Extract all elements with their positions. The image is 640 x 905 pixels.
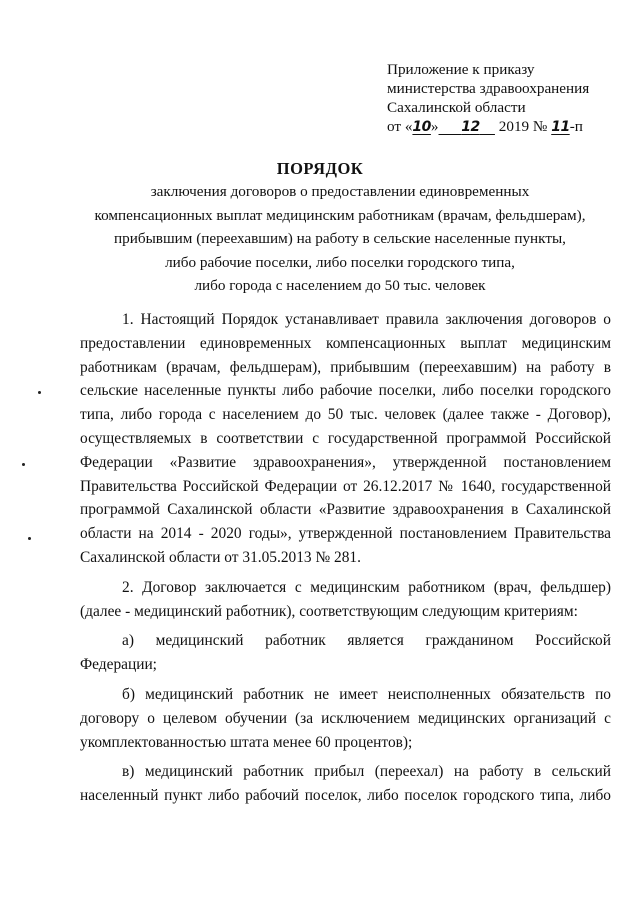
annex-line-2: министерства здравоохранения — [387, 80, 590, 97]
criterion-a-line: Федерации; — [80, 656, 157, 674]
annex-line-3: Сахалинской области — [387, 99, 526, 116]
criterion-v-line: населенный пункт либо рабочий поселок, либо поселок городского типа, либо — [80, 787, 611, 805]
subtitle-line: компенсационных выплат медицинским работникам (врачам, фельдшерам), — [94, 206, 586, 224]
handwritten-day: 10 — [412, 119, 431, 135]
criterion-b-line: укомплектованностью штата менее 60 процентов); — [80, 733, 413, 751]
paragraph-1-line: типа, либо города с населением до 50 тыс. человек (далее также - Договор), — [80, 406, 611, 424]
scan-speck — [28, 537, 31, 540]
criterion-b-line: б) медицинский работник не имеет неисполненных обязательств по — [122, 685, 611, 703]
paragraph-1-line: Правительства Российской Федерации от 26.12.2017 № 1640, государственной — [80, 477, 611, 495]
paragraph-1-line: осуществляемых в соответствии с государственной программой Российской — [80, 429, 611, 447]
paragraph-1-line: 1. Настоящий Порядок устанавливает правила заключения договоров о — [122, 311, 611, 328]
subtitle-line: либо города с населением до 50 тыс. человек — [194, 277, 486, 294]
paragraph-1-line: предоставлении единовременных компенсационных выплат медицинским — [80, 334, 611, 352]
paragraph-1-line: сельские населенные пункты либо рабочие поселки, либо поселки городского — [80, 382, 611, 400]
date-prefix: от « — [387, 118, 413, 135]
subtitle-line: либо рабочие поселки, либо поселки городского типа, — [165, 253, 515, 271]
annex-date-line — [387, 117, 589, 137]
scan-speck — [22, 463, 25, 466]
handwritten-number: 11 — [551, 119, 570, 135]
paragraph-2-line: (далее - медицинский работник), соответствующим следующим критериям: — [80, 602, 578, 620]
paragraph-1-line: работникам (врачам, фельдшерам), прибывшим (переехавшим) на работу в — [80, 358, 611, 376]
annex-line-1: Приложение к приказу — [387, 61, 535, 78]
subtitle-line: заключения договоров о предоставлении единовременных — [150, 183, 530, 200]
criterion-v-line: в) медицинский работник прибыл (переехал) на работу в сельский — [122, 763, 611, 781]
document-body — [80, 308, 611, 808]
paragraph-2-line: 2. Договор заключается с медицинским работником (врач, фельдшер) — [122, 578, 611, 596]
document-subtitle — [60, 180, 620, 298]
criterion-a-line: а) медицинский работник является гражданином Российской — [122, 632, 611, 650]
paragraph-1-line: области на 2014 - 2020 годы», утвержденной постановлением Правительства — [80, 525, 611, 543]
paragraph-1-line: Сахалинской области от 31.05.2013 № 281. — [80, 548, 361, 566]
annex-block — [387, 60, 589, 137]
date-year: 2019 № — [498, 118, 548, 135]
subtitle-line: прибывшим (переехавшим) на работу в сельские населенные пункты, — [114, 230, 566, 247]
handwritten-month: 12 — [461, 119, 480, 135]
paragraph-1-line: программой Сахалинской области «Развитие здравоохранения в Сахалинской — [80, 501, 611, 519]
date-mid: » — [430, 118, 439, 135]
scan-speck — [38, 391, 41, 394]
paragraph-1-line: Федерации «Развитие здравоохранения», утвержденной постановлением — [80, 453, 611, 471]
criterion-b-line: договору о целевом обучении (за исключением медицинских организаций с — [80, 709, 611, 727]
document-title: ПОРЯДОК — [276, 159, 364, 178]
number-suffix: -п — [569, 118, 583, 135]
